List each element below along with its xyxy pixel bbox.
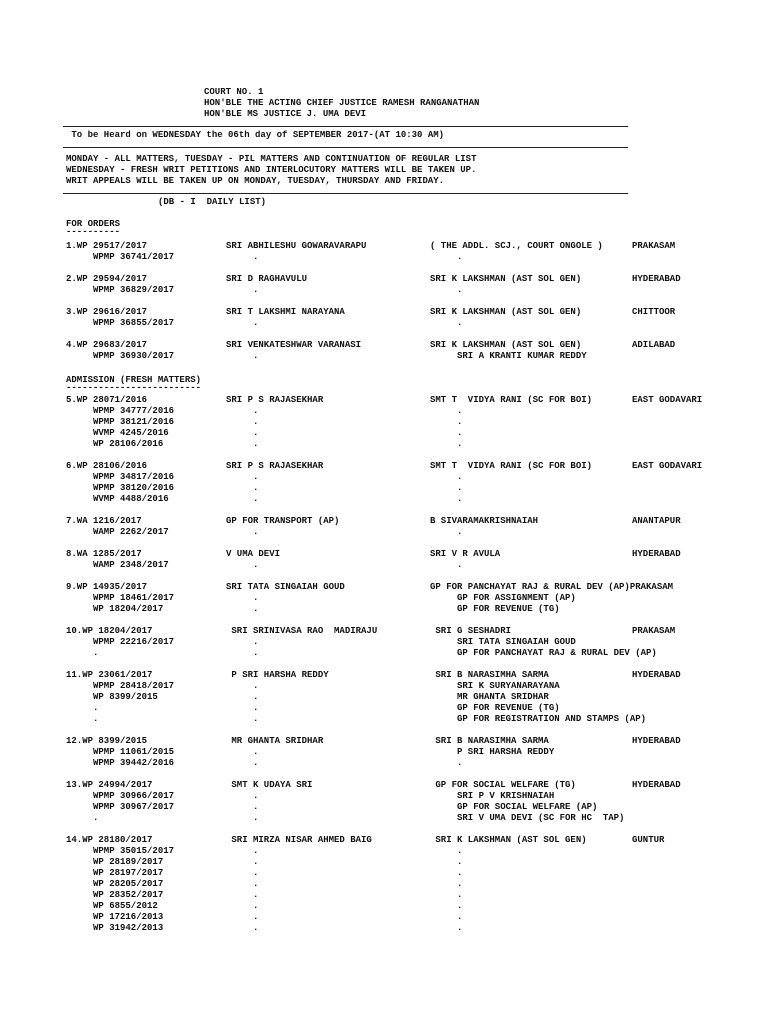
petitioner-advocate: . [226,417,259,427]
case-number: WPMP 36829/2017 [66,285,175,295]
petitioner-advocate: P SRI HARSHA REDDY [226,670,329,680]
case-main-row [0,670,768,681]
case-main-row [0,516,768,527]
petitioner-advocate: . [226,857,259,867]
respondent-advocate: . [430,428,463,438]
case-main-row [0,340,768,351]
case-sub-row [0,901,768,912]
respondent-advocate: SRI G SESHADRI [430,626,512,636]
respondent-advocate: P SRI HARSHA REDDY [430,747,555,757]
section-underline: ------------------------- [66,383,202,393]
petitioner-advocate: . [226,648,259,658]
case-number: 6.WP 28106/2016 [66,461,148,471]
petitioner-advocate: SRI D RAGHAVULU [226,274,308,284]
petitioner-advocate: . [226,879,259,889]
case-number: WP 28205/2017 [66,879,164,889]
respondent-advocate: MR GHANTA SRIDHAR [430,692,549,702]
case-sub-row [0,868,768,879]
case-number: WPMP 34817/2016 [66,472,175,482]
respondent-advocate: . [430,901,463,911]
respondent-advocate: SRI K SURYANARAYANA [430,681,560,691]
case-number: WPMP 28418/2017 [66,681,175,691]
divider [63,193,628,194]
case-main-row [0,626,768,637]
petitioner-advocate: . [226,714,259,724]
case-number: WPMP 38120/2016 [66,483,175,493]
respondent-advocate: SRI P V KRISHNAIAH [430,791,555,801]
case-number: WAMP 2262/2017 [66,527,169,537]
list-type: (DB - I DAILY LIST) [158,197,267,207]
petitioner-advocate: . [226,747,259,757]
petitioner-advocate: . [226,494,259,504]
case-main-row [0,274,768,285]
petitioner-advocate: . [226,252,259,262]
case-number: WPMP 22216/2017 [66,637,175,647]
petitioner-advocate: . [226,703,259,713]
petitioner-advocate: . [226,527,259,537]
case-number: 9.WP 14935/2017 [66,582,148,592]
petitioner-advocate: SMT K UDAYA SRI [226,780,313,790]
case-sub-row [0,791,768,802]
petitioner-advocate: . [226,637,259,647]
case-number: . [66,648,99,658]
case-main-row [0,780,768,791]
petitioner-advocate: . [226,692,259,702]
case-sub-row [0,714,768,725]
respondent-advocate: GP FOR REGISTRATION AND STAMPS (AP) [430,714,647,724]
case-sub-row [0,648,768,659]
respondent-advocate: SRI A KRANTI KUMAR REDDY [430,351,587,361]
section-underline: ---------- [66,227,121,237]
case-sub-row [0,560,768,571]
district: EAST GODAVARI [632,395,703,405]
petitioner-advocate: SRI T LAKSHMI NARAYANA [226,307,345,317]
case-number: 14.WP 28180/2017 [66,835,153,845]
case-sub-row [0,406,768,417]
case-main-row [0,241,768,252]
case-sub-row [0,846,768,857]
case-entry [0,626,768,659]
respondent-advocate: SMT T VIDYA RANI (SC FOR BOI) [430,461,593,471]
case-sub-row [0,252,768,263]
case-number: WP 6855/2012 [66,901,158,911]
petitioner-advocate: SRI P S RAJASEKHAR [226,395,324,405]
case-number: WPMP 30967/2017 [66,802,175,812]
respondent-advocate: SRI TATA SINGAIAH GOUD [430,637,576,647]
respondent-advocate: SRI K LAKSHMAN (AST SOL GEN) [430,274,582,284]
district: ADILABAD [632,340,676,350]
case-number: WPMP 18461/2017 [66,593,175,603]
respondent-advocate: . [430,758,463,768]
respondent-advocate: . [430,252,463,262]
section-title-for-orders: FOR ORDERS [66,219,121,229]
case-number: WVMP 4245/2016 [66,428,169,438]
notice-line-2: WEDNESDAY - FRESH WRIT PETITIONS AND INTERLOCUTORY MATTERS WILL BE TAKEN UP. [66,165,477,175]
case-number: WAMP 2348/2017 [66,560,169,570]
respondent-advocate: SRI B NARASIMHA SARMA [430,736,549,746]
case-main-row [0,736,768,747]
district: GUNTUR [632,835,665,845]
petitioner-advocate: . [226,868,259,878]
petitioner-advocate: . [226,791,259,801]
petitioner-advocate: . [226,472,259,482]
petitioner-advocate: . [226,901,259,911]
court-number: COURT NO. 1 [204,87,264,97]
respondent-advocate: . [430,846,463,856]
case-number: WP 28352/2017 [66,890,164,900]
case-number: . [66,714,99,724]
case-sub-row [0,747,768,758]
respondent-advocate: . [430,318,463,328]
case-sub-row [0,813,768,824]
case-number: 13.WP 24994/2017 [66,780,153,790]
petitioner-advocate: SRI ABHILESHU GOWARAVARAPU [226,241,367,251]
case-number: WPMP 35015/2017 [66,846,175,856]
case-main-row [0,549,768,560]
district: HYDERABAD [632,274,681,284]
respondent-advocate: . [430,879,463,889]
respondent-advocate: . [430,890,463,900]
petitioner-advocate: . [226,406,259,416]
case-sub-row [0,318,768,329]
petitioner-advocate: . [226,483,259,493]
respondent-advocate: . [430,406,463,416]
petitioner-advocate: SRI TATA SINGAIAH GOUD [226,582,345,592]
judge-2: HON'BLE MS JUSTICE J. UMA DEVI [204,109,367,119]
notice-line-1: MONDAY - ALL MATTERS, TUESDAY - PIL MATTERS AND CONTINUATION OF REGULAR LIST [66,154,477,164]
case-sub-row [0,637,768,648]
case-sub-row [0,681,768,692]
case-number: WP 28197/2017 [66,868,164,878]
petitioner-advocate: . [226,758,259,768]
case-number: WP 8399/2015 [66,692,158,702]
case-number: WP 28189/2017 [66,857,164,867]
case-sub-row [0,923,768,934]
case-sub-row [0,802,768,813]
case-sub-row [0,692,768,703]
case-number: 12.WP 8399/2015 [66,736,148,746]
petitioner-advocate: MR GHANTA SRIDHAR [226,736,324,746]
respondent-advocate: SRI K LAKSHMAN (AST SOL GEN) [430,340,582,350]
petitioner-advocate: . [226,593,259,603]
petitioner-advocate: SRI MIRZA NISAR AHMED BAIG [226,835,372,845]
case-entry [0,549,768,571]
petitioner-advocate: . [226,802,259,812]
petitioner-advocate: . [226,890,259,900]
petitioner-advocate: . [226,285,259,295]
respondent-advocate: . [430,560,463,570]
petitioner-advocate: . [226,439,259,449]
case-number: WP 18204/2017 [66,604,164,614]
case-sub-row [0,417,768,428]
respondent-advocate: . [430,417,463,427]
petitioner-advocate: . [226,813,259,823]
case-entry [0,780,768,824]
case-number: WVMP 4488/2016 [66,494,169,504]
case-sub-row [0,703,768,714]
case-number: 1.WP 29517/2017 [66,241,148,251]
respondent-advocate: GP FOR SOCIAL WELFARE (TG) [430,780,576,790]
respondent-advocate: SRI B NARASIMHA SARMA [430,670,549,680]
section-title-admission: ADMISSION (FRESH MATTERS) [66,375,202,385]
case-main-row [0,835,768,846]
case-number: WP 17216/2013 [66,912,164,922]
case-entry [0,241,768,263]
respondent-advocate: ( THE ADDL. SCJ., COURT ONGOLE ) [430,241,603,251]
petitioner-advocate: SRI SRINIVASA RAO MADIRAJU [226,626,378,636]
district: HYDERABAD [632,670,681,680]
case-number: WPMP 34777/2016 [66,406,175,416]
respondent-advocate: GP FOR PANCHAYAT RAJ & RURAL DEV (AP)PRAKASAM [430,582,674,592]
case-number: 8.WA 1285/2017 [66,549,142,559]
district: CHITTOOR [632,307,676,317]
district: HYDERABAD [632,780,681,790]
notice-line-3: WRIT APPEALS WILL BE TAKEN UP ON MONDAY, TUESDAY, THURSDAY AND FRIDAY. [66,176,445,186]
petitioner-advocate: . [226,428,259,438]
district: PRAKASAM [632,241,676,251]
case-entry [0,395,768,450]
case-entry [0,307,768,329]
respondent-advocate: . [430,483,463,493]
case-sub-row [0,351,768,362]
divider [63,147,628,148]
respondent-advocate: . [430,868,463,878]
case-sub-row [0,527,768,538]
case-number: WPMP 30966/2017 [66,791,175,801]
case-sub-row [0,593,768,604]
case-sub-row [0,912,768,923]
case-number: 10.WP 18204/2017 [66,626,153,636]
case-number: 7.WA 1216/2017 [66,516,142,526]
petitioner-advocate: V UMA DEVI [226,549,281,559]
case-sub-row [0,604,768,615]
case-number: 2.WP 29594/2017 [66,274,148,284]
case-number: . [66,703,99,713]
respondent-advocate: SMT T VIDYA RANI (SC FOR BOI) [430,395,593,405]
case-entry [0,582,768,615]
case-number: WPMP 36741/2017 [66,252,175,262]
case-sub-row [0,285,768,296]
district: HYDERABAD [632,549,681,559]
district: HYDERABAD [632,736,681,746]
case-sub-row [0,428,768,439]
respondent-advocate: . [430,912,463,922]
case-main-row [0,395,768,406]
case-number: 5.WP 28071/2016 [66,395,148,405]
respondent-advocate: GP FOR ASSIGNMENT (AP) [430,593,576,603]
case-main-row [0,582,768,593]
respondent-advocate: . [430,527,463,537]
respondent-advocate: GP FOR REVENUE (TG) [430,703,560,713]
petitioner-advocate: . [226,560,259,570]
divider [63,126,628,127]
case-entry [0,835,768,934]
case-number: 3.WP 29616/2017 [66,307,148,317]
respondent-advocate: SRI V UMA DEVI (SC FOR HC TAP) [430,813,625,823]
hearing-date: To be Heard on WEDNESDAY the 06th day of SEPTEMBER 2017-(AT 10:30 AM) [66,130,445,140]
case-sub-row [0,890,768,901]
respondent-advocate: GP FOR REVENUE (TG) [430,604,560,614]
respondent-advocate: . [430,494,463,504]
case-number: WPMP 36855/2017 [66,318,175,328]
petitioner-advocate: SRI VENKATESHWAR VARANASI [226,340,362,350]
district: PRAKASAM [632,626,676,636]
petitioner-advocate: . [226,604,259,614]
petitioner-advocate: . [226,912,259,922]
case-main-row [0,461,768,472]
petitioner-advocate: . [226,318,259,328]
case-main-row [0,307,768,318]
case-sub-row [0,857,768,868]
case-entry [0,736,768,769]
case-sub-row [0,879,768,890]
respondent-advocate: . [430,472,463,482]
petitioner-advocate: . [226,351,259,361]
respondent-advocate: . [430,857,463,867]
case-entry [0,274,768,296]
case-number: 11.WP 23061/2017 [66,670,153,680]
case-number: 4.WP 29683/2017 [66,340,148,350]
case-sub-row [0,494,768,505]
case-number: . [66,813,99,823]
case-entry [0,516,768,538]
respondent-advocate: . [430,439,463,449]
case-number: WP 28106/2016 [66,439,164,449]
respondent-advocate: GP FOR PANCHAYAT RAJ & RURAL DEV (AP) [430,648,657,658]
district: EAST GODAVARI [632,461,703,471]
petitioner-advocate: SRI P S RAJASEKHAR [226,461,324,471]
case-sub-row [0,483,768,494]
petitioner-advocate: . [226,681,259,691]
case-number: WPMP 11061/2015 [66,747,175,757]
case-number: WP 31942/2013 [66,923,164,933]
respondent-advocate: GP FOR SOCIAL WELFARE (AP) [430,802,598,812]
petitioner-advocate: GP FOR TRANSPORT (AP) [226,516,340,526]
case-sub-row [0,439,768,450]
petitioner-advocate: . [226,923,259,933]
judge-1: HON'BLE THE ACTING CHIEF JUSTICE RAMESH RANGANATHAN [204,98,480,108]
respondent-advocate: SRI K LAKSHMAN (AST SOL GEN) [430,835,587,845]
petitioner-advocate: . [226,846,259,856]
case-sub-row [0,758,768,769]
case-sub-row [0,472,768,483]
case-entry [0,670,768,725]
respondent-advocate: . [430,923,463,933]
respondent-advocate: SRI K LAKSHMAN (AST SOL GEN) [430,307,582,317]
case-number: WPMP 38121/2016 [66,417,175,427]
district: ANANTAPUR [632,516,681,526]
case-number: WPMP 39442/2016 [66,758,175,768]
respondent-advocate: . [430,285,463,295]
respondent-advocate: B SIVARAMAKRISHNAIAH [430,516,539,526]
case-number: WPMP 36930/2017 [66,351,175,361]
case-entry [0,340,768,362]
case-entry [0,461,768,505]
respondent-advocate: SRI V R AVULA [430,549,501,559]
